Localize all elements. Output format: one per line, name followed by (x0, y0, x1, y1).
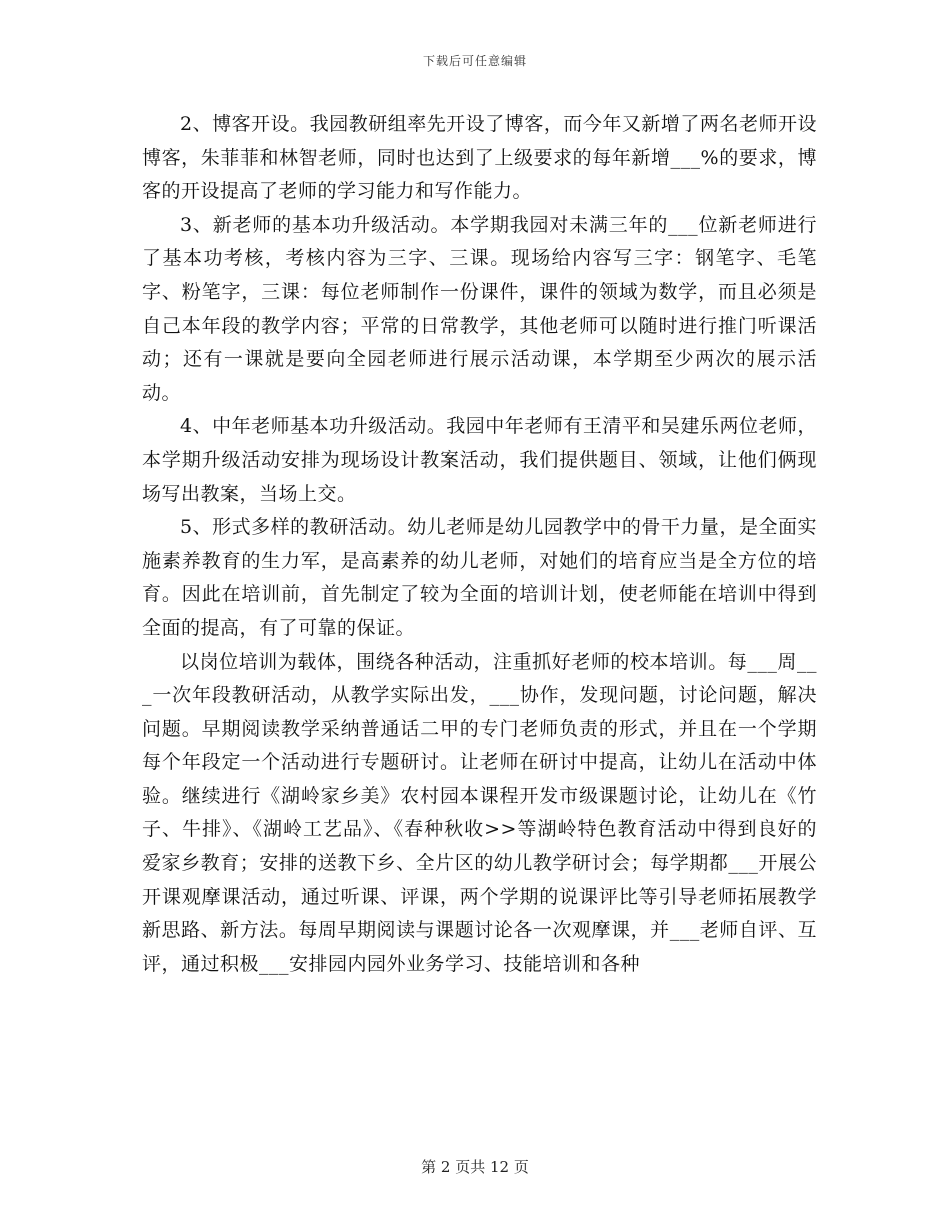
document-body (142, 108, 817, 981)
page-number: 第 2 页共 12 页 (421, 1158, 529, 1176)
paragraph-blog: 2、博客开设。我园教研组率先开设了博客，而今年又新增了两名老师开设博客，朱菲菲和林智老师，同时也达到了上级要求的每年新增___%的要求，博客的开设提高了老师的学习能力和写作能力。 (142, 113, 817, 203)
paragraph-middle-aged-teacher-skills: 4、中年老师基本功升级活动。我园中年老师有王清平和吴建乐两位老师，本学期升级活动安排为现场设计教案活动，我们提供题目、领域，让他们俩现场写出教案，当场上交。 (142, 415, 817, 505)
paragraph-new-teacher-skills: 3、新老师的基本功升级活动。本学期我园对未满三年的___位新老师进行了基本功考核，考核内容为三字、三课。现场给内容写三字：钢笔字、毛笔字、粉笔字，三课：每位老师制作一份课件，课件的领域为数学，而且必须是自己本年段的教学内容；平常的日常教学，其他老师可以随时进行推门听课活动；还有一课就是要向全园老师进行展示活动课，本学期至少两次的展示活动。 (142, 213, 817, 404)
paragraph-teaching-research: 5、形式多样的教研活动。幼儿老师是幼儿园教学中的骨干力量，是全面实施素养教育的生力军，是高素养的幼儿老师，对她们的培育应当是全方位的培育。因此在培训前，首先制定了较为全面的培训计划，使老师能在培训中得到全面的提高，有了可靠的保证。 (142, 516, 817, 639)
paragraph-post-training: 以岗位培训为载体，围绕各种活动，注重抓好老师的校本培训。每___周___一次年段教研活动，从教学实际出发，___协作，发现问题，讨论问题，解决问题。早期阅读教学采纳普通话二甲的专门老师负责的形式，并且在一个学期每个年段定一个活动进行专题研讨。让老师在研讨中提高，让幼儿在活动中体验。继续进行《湖岭家乡美》农村园本课程开发市级课题讨论，让幼儿在《竹子、牛排》、《湖岭工艺品》、《春种秋收>>等湖岭特色教育活动中得到良好的爱家乡教育；安排的送教下乡、全片区的幼儿教学研讨会；每学期都___开展公开课观摩课活动，通过听课、评课，两个学期的说课评比等引导老师拓展教学新思路、新方法。每周早期阅读与课题讨论各一次观摩课，并___老师自评、互评，通过积极___安排园内园外业务学习、技能培训和各种 (142, 650, 817, 975)
page-header: 下载后可任意编辑 (422, 54, 527, 68)
